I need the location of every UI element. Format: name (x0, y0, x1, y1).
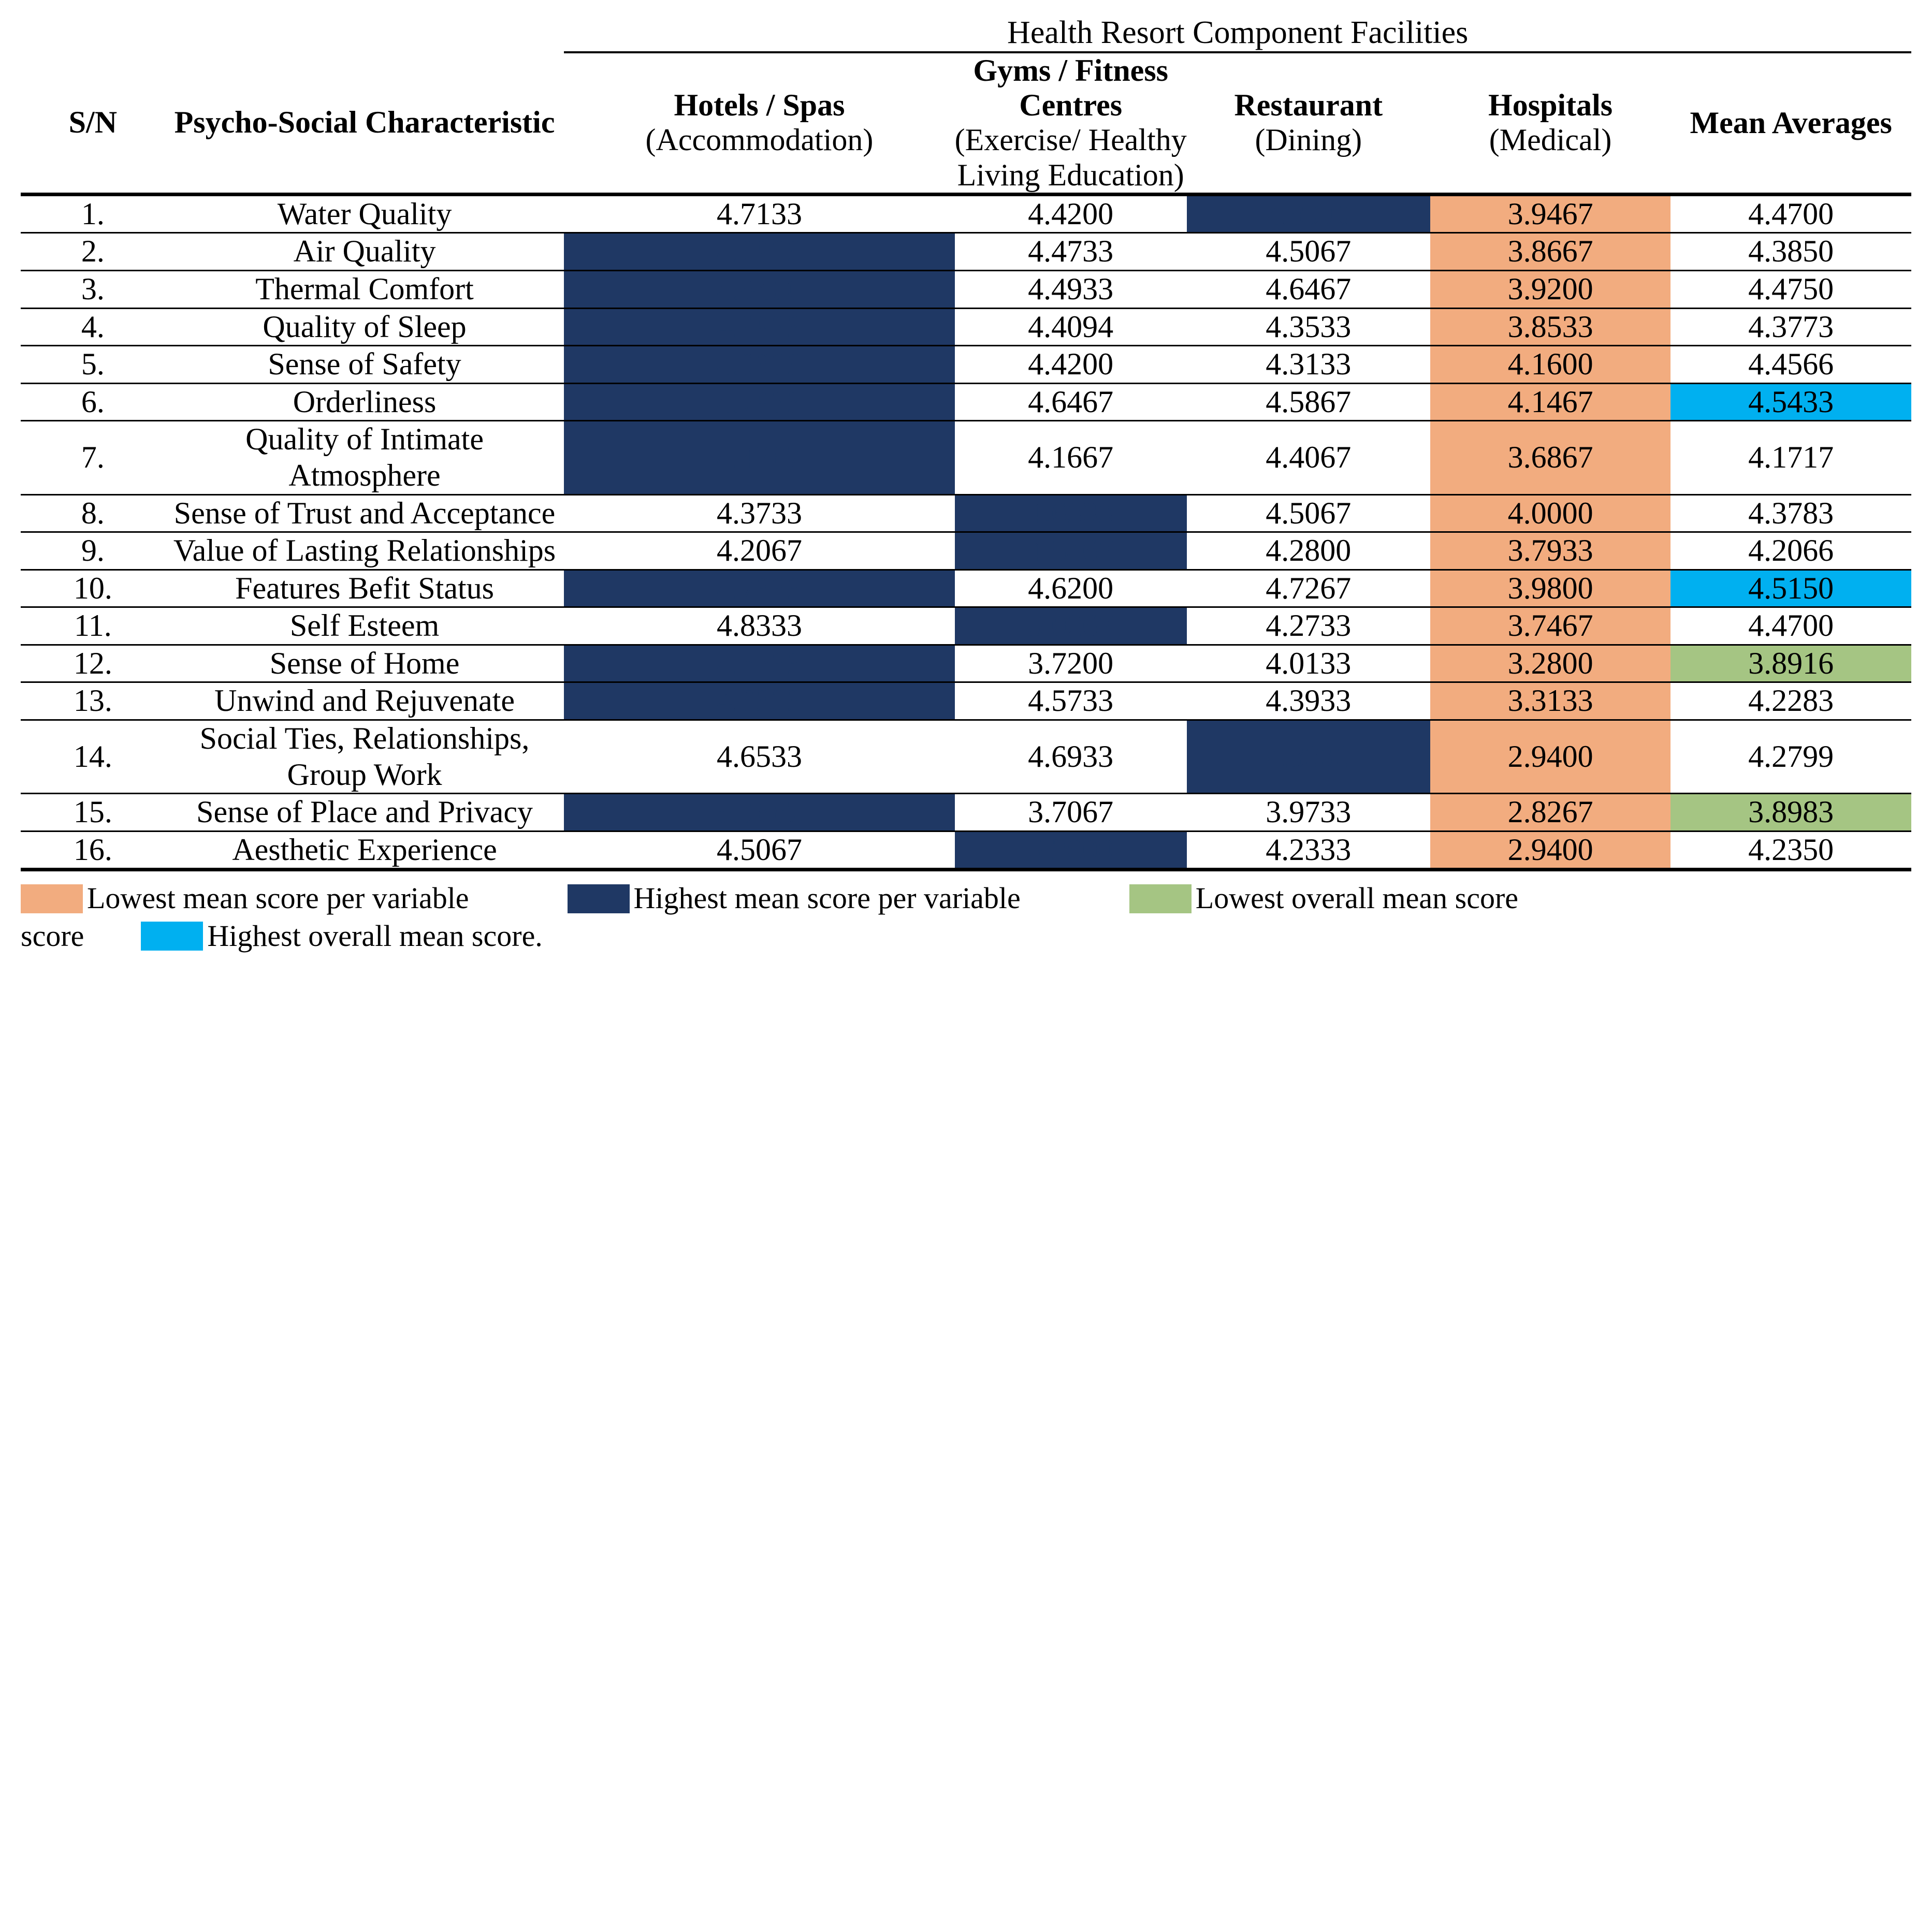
col-header-gyms-main: Gyms / Fitness Centres (973, 53, 1169, 123)
row-value-cell: 4.0133 (1187, 645, 1430, 682)
table-row (21, 346, 1911, 384)
legend-label-highest-overall: Highest overall mean score. (207, 918, 543, 953)
row-value-cell: 4.9333 (564, 346, 954, 384)
group-header-spacer (21, 14, 564, 51)
psycho-social-scores-table (21, 14, 1911, 871)
row-value-cell: 4.2350 (1670, 831, 1911, 870)
row-characteristic: Water Quality (165, 194, 564, 233)
row-value-cell: 4.2799 (1670, 720, 1911, 794)
row-value-cell: 4.3850 (1670, 233, 1911, 271)
table-row (21, 194, 1911, 233)
row-value-cell: 4.3783 (1670, 494, 1911, 532)
row-serial-number: 15. (21, 794, 165, 832)
row-value-cell: 4.3773 (1670, 308, 1911, 346)
row-value-cell: 3.9467 (1430, 194, 1671, 233)
row-characteristic: Sense of Place and Privacy (165, 794, 564, 832)
col-header-gyms-sub: (Exercise/ Healthy Living Education) (954, 123, 1187, 192)
row-value-cell: 4.8333 (564, 607, 954, 645)
row-value-cell: 4.6467 (1187, 270, 1430, 308)
row-value-cell: 4.3933 (1187, 682, 1430, 720)
row-value-cell: 3.6867 (1430, 421, 1671, 494)
table-row (21, 720, 1911, 794)
row-value-cell: 4.6333 (564, 682, 954, 720)
row-characteristic: Features Befit Status (165, 570, 564, 607)
row-value-cell: 4.8333 (1187, 720, 1430, 794)
row-value-cell: 4.3733 (564, 494, 954, 532)
col-header-hotels-main: Hotels / Spas (674, 88, 845, 123)
col-header-restaurant (1187, 52, 1430, 194)
row-serial-number: 3. (21, 270, 165, 308)
row-value-cell: 4.8000 (1187, 194, 1430, 233)
group-header-label: Health Resort Component Facilities (1007, 15, 1469, 50)
row-characteristic: Self Esteem (165, 607, 564, 645)
row-serial-number: 13. (21, 682, 165, 720)
row-value-cell: 4.3533 (1187, 308, 1430, 346)
row-value-cell: 3.9200 (1430, 270, 1671, 308)
row-value-cell: 2.9400 (1430, 720, 1671, 794)
col-header-hotels-spas (564, 52, 954, 194)
table-row (21, 532, 1911, 570)
row-serial-number: 5. (21, 346, 165, 384)
row-value-cell: 4.5067 (1187, 233, 1430, 271)
row-value-cell: 3.7200 (955, 645, 1187, 682)
row-value-cell: 3.7067 (955, 794, 1187, 832)
row-value-cell: 4.5867 (1187, 383, 1430, 421)
group-header-row (21, 14, 1911, 51)
row-value-cell: 4.4733 (955, 233, 1187, 271)
legend-swatch-lowest-overall (1129, 884, 1192, 913)
col-header-hotels-sub: (Accommodation) (645, 123, 874, 157)
col-header-hospitals (1430, 52, 1671, 194)
row-value-cell: 5.0267 (955, 607, 1187, 645)
row-value-cell: 4.1467 (1430, 383, 1671, 421)
row-value-cell: 4.2066 (1670, 532, 1911, 570)
legend-item-highest-overall (141, 917, 542, 955)
table-row (21, 233, 1911, 271)
legend-row-1 (21, 880, 1911, 917)
row-value-cell: 4.7133 (564, 194, 954, 233)
row-value-cell: 4.5733 (955, 682, 1187, 720)
col-header-mean-averages (1670, 52, 1911, 194)
row-value-cell: 4.6333 (955, 494, 1187, 532)
table-row (21, 607, 1911, 645)
row-value-cell: 4.2800 (1187, 532, 1430, 570)
col-header-restaurant-main: Restaurant (1234, 88, 1383, 123)
row-value-cell: 4.7933 (564, 383, 954, 421)
row-value-cell: 4.6533 (564, 720, 954, 794)
row-characteristic: Unwind and Rejuvenate (165, 682, 564, 720)
row-value-cell: 3.3133 (1430, 682, 1671, 720)
row-value-cell: 4.4700 (1670, 194, 1911, 233)
row-value-cell: 4.2283 (1670, 682, 1911, 720)
row-value-cell: 3.8533 (1430, 308, 1671, 346)
table-row (21, 494, 1911, 532)
row-value-cell: 4.3133 (1187, 346, 1430, 384)
col-header-mean-main: Mean Averages (1690, 105, 1892, 140)
row-serial-number: 1. (21, 194, 165, 233)
row-value-cell: 4.5467 (955, 532, 1187, 570)
col-header-gyms (955, 52, 1187, 194)
row-serial-number: 4. (21, 308, 165, 346)
row-value-cell: 4.4200 (955, 194, 1187, 233)
row-value-cell: 4.4750 (1670, 270, 1911, 308)
row-serial-number: 14. (21, 720, 165, 794)
row-characteristic: Air Quality (165, 233, 564, 271)
table-row (21, 831, 1911, 870)
legend-swatch-highest-variable (568, 884, 630, 913)
col-header-characteristic-main: Psycho-Social Characteristic (174, 105, 555, 139)
legend-label-wrap-text: score (21, 918, 84, 953)
row-value-cell: 3.8667 (1430, 233, 1671, 271)
row-value-cell: 4.8933 (564, 308, 954, 346)
legend-item-lowest-variable (21, 880, 469, 917)
row-value-cell: 4.1667 (955, 421, 1187, 494)
row-value-cell: 4.6933 (955, 720, 1187, 794)
row-value-cell: 4.4267 (564, 421, 954, 494)
row-characteristic: Thermal Comfort (165, 270, 564, 308)
row-characteristic: Value of Lasting Relationships (165, 532, 564, 570)
table-row (21, 570, 1911, 607)
row-value-cell: 3.2800 (1430, 645, 1671, 682)
col-header-characteristic (165, 52, 564, 194)
row-serial-number: 16. (21, 831, 165, 870)
column-header-row (21, 52, 1911, 194)
row-value-cell: 4.2333 (1187, 831, 1430, 870)
legend-label-lowest-overall: Lowest overall mean score (1195, 881, 1519, 915)
row-value-cell: 4.1717 (1670, 421, 1911, 494)
legend-swatch-lowest-variable (21, 884, 83, 913)
row-serial-number: 9. (21, 532, 165, 570)
row-characteristic: Orderliness (165, 383, 564, 421)
legend-item-highest-variable (568, 880, 1021, 917)
row-value-cell: 4.5067 (1187, 494, 1430, 532)
row-value-cell: 4.4933 (955, 270, 1187, 308)
row-value-cell: 4.7267 (1187, 570, 1430, 607)
row-serial-number: 12. (21, 645, 165, 682)
row-value-cell: 4.4094 (955, 308, 1187, 346)
row-serial-number: 11. (21, 607, 165, 645)
row-value-cell: 4.6933 (564, 233, 954, 271)
row-value-cell: 4.8400 (564, 270, 954, 308)
col-header-restaurant-sub: (Dining) (1255, 123, 1362, 157)
table-row (21, 794, 1911, 832)
row-serial-number: 6. (21, 383, 165, 421)
row-characteristic: Aesthetic Experience (165, 831, 564, 870)
row-value-cell: 3.8916 (1670, 645, 1911, 682)
table-body (21, 194, 1911, 870)
row-characteristic: Social Ties, Relationships, Group Work (165, 720, 564, 794)
row-value-cell: 4.5067 (564, 831, 954, 870)
table-row (21, 682, 1911, 720)
row-characteristic: Sense of Safety (165, 346, 564, 384)
row-value-cell: 4.2733 (1187, 607, 1430, 645)
row-value-cell: 4.4067 (1187, 421, 1430, 494)
row-value-cell: 3.7933 (1430, 532, 1671, 570)
row-characteristic: Sense of Home (165, 645, 564, 682)
col-header-hospitals-main: Hospitals (1488, 88, 1613, 123)
row-value-cell: 4.0000 (1430, 494, 1671, 532)
legend-label-highest-variable: Highest mean score per variable (633, 881, 1021, 915)
row-value-cell: 3.9800 (1430, 570, 1671, 607)
row-serial-number: 10. (21, 570, 165, 607)
row-value-cell: 4.7333 (564, 570, 954, 607)
row-value-cell: 4.2067 (564, 532, 954, 570)
row-serial-number: 2. (21, 233, 165, 271)
table-row (21, 270, 1911, 308)
row-value-cell: 2.8267 (1430, 794, 1671, 832)
legend (21, 880, 1911, 955)
row-value-cell: 4.6200 (955, 570, 1187, 607)
row-value-cell: 4.6467 (955, 383, 1187, 421)
table-row (21, 421, 1911, 494)
row-serial-number: 8. (21, 494, 165, 532)
row-value-cell: 4.5150 (1670, 570, 1911, 607)
row-characteristic: Quality of Intimate Atmosphere (165, 421, 564, 494)
legend-label-lowest-variable: Lowest mean score per variable (87, 881, 469, 915)
row-characteristic: Quality of Sleep (165, 308, 564, 346)
legend-item-lowest-overall (1129, 880, 1518, 917)
row-value-cell: 4.1600 (1430, 346, 1671, 384)
row-value-cell: 4.5533 (564, 645, 954, 682)
table-row (21, 308, 1911, 346)
legend-row-2 (21, 917, 1911, 955)
legend-swatch-highest-overall (141, 922, 203, 951)
row-value-cell: 3.7467 (1430, 607, 1671, 645)
row-value-cell: 5.0867 (564, 794, 954, 832)
row-characteristic: Sense of Trust and Acceptance (165, 494, 564, 532)
col-header-sn-main: S/N (68, 105, 118, 139)
row-value-cell: 2.9400 (1430, 831, 1671, 870)
row-serial-number: 7. (21, 421, 165, 494)
col-header-sn (21, 52, 165, 194)
row-value-cell: 4.4700 (1670, 607, 1911, 645)
row-value-cell: 5.2600 (955, 831, 1187, 870)
table-row (21, 383, 1911, 421)
row-value-cell: 4.4200 (955, 346, 1187, 384)
col-header-hospitals-sub: (Medical) (1489, 123, 1612, 157)
row-value-cell: 3.9733 (1187, 794, 1430, 832)
table-row (21, 645, 1911, 682)
row-value-cell: 3.8983 (1670, 794, 1911, 832)
row-value-cell: 4.4566 (1670, 346, 1911, 384)
row-value-cell: 4.5433 (1670, 383, 1911, 421)
